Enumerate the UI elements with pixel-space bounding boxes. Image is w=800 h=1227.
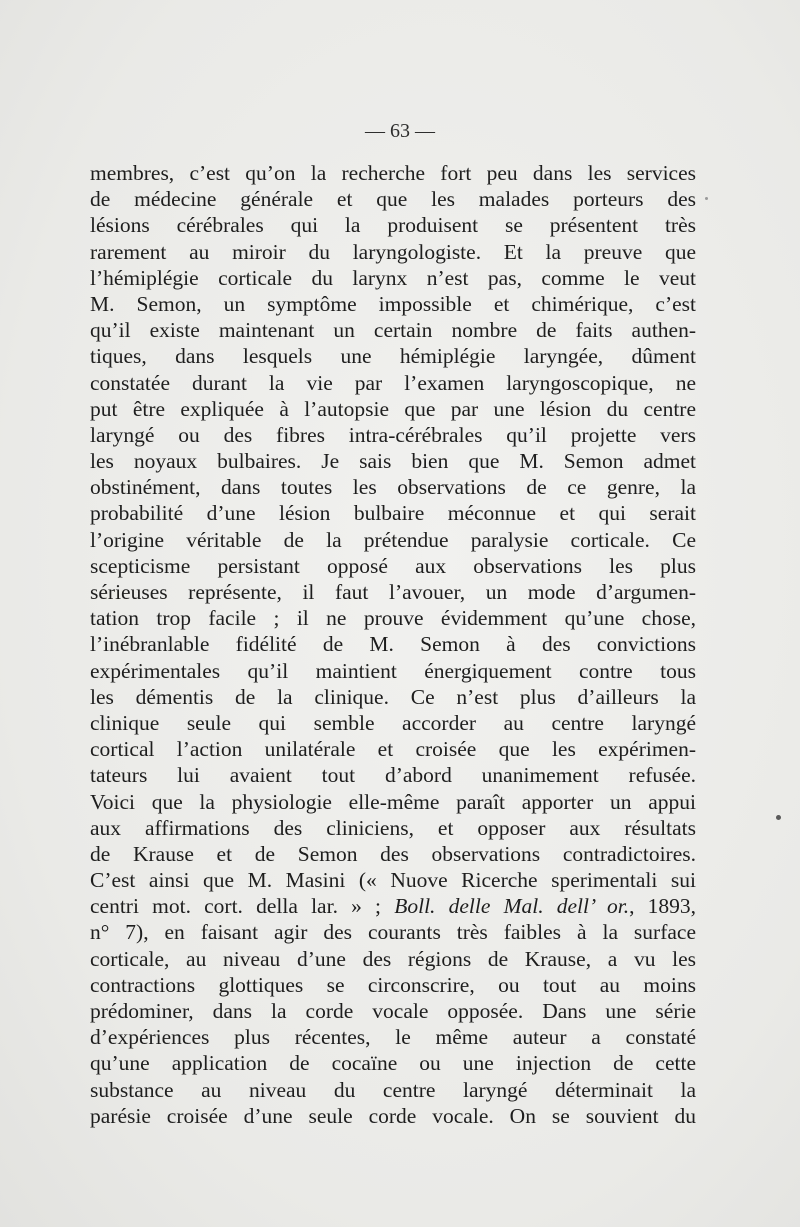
journal-title: Boll. delle Mal. dell’ or.	[394, 894, 630, 919]
text-line: clinique seule qui semble accorder au centre laryngé	[90, 710, 696, 735]
text-line: expérimentales qu’il maintient énergiquement contre tous	[90, 658, 696, 683]
text-line: Voici que la physiologie elle-même paraît apporter un appui	[90, 789, 696, 814]
paper-speck	[776, 815, 781, 820]
paper-speck	[705, 197, 708, 200]
citation-year: , 1893,	[629, 894, 697, 919]
text-line: corticale, au niveau d’une des régions de Krause, a vu les	[90, 946, 696, 971]
text-line-with-citation	[90, 893, 696, 919]
text-line: obstinément, dans toutes les observations de ce genre, la	[90, 475, 696, 500]
text-line: qu’il existe maintenant un certain nombre de faits authen-	[90, 318, 696, 343]
text-line: les noyaux bulbaires. Je sais bien que M. Semon admet	[90, 449, 696, 474]
page-number: — 63 —	[365, 120, 435, 142]
text-line: les démentis de la clinique. Ce n’est plus d’ailleurs la	[90, 684, 696, 709]
text-line: membres, c’est qu’on la recherche fort peu dans les services	[90, 161, 696, 185]
body-text	[90, 160, 696, 1129]
text-line: constatée durant la vie par l’examen laryngoscopique, ne	[90, 370, 696, 395]
text-line: sérieuses représente, il faut l’avouer, un mode d’argumen-	[90, 580, 696, 604]
text-line: l’origine véritable de la prétendue paralysie corticale. Ce	[90, 527, 696, 552]
text-line: lésions cérébrales qui la produisent se présentent très	[90, 213, 696, 238]
text-line: probabilité d’une lésion bulbaire méconnue et qui serait	[90, 501, 696, 526]
text-line: prédominer, dans la corde vocale opposée. Dans une série	[90, 999, 696, 1023]
text-line: laryngé ou des fibres intra-cérébrales qu’il projette vers	[90, 422, 696, 447]
text-line: contractions glottiques se circonscrire, ou tout au moins	[90, 972, 696, 997]
text-line: de Krause et de Semon des observations contradictoires.	[90, 841, 696, 866]
text-line: tation trop facile ; il ne prouve évidemment qu’une chose,	[90, 606, 696, 631]
text-line: tiques, dans lesquels une hémiplégie laryngée, dûment	[90, 344, 696, 369]
text-line: qu’une application de cocaïne ou une injection de cette	[90, 1051, 696, 1076]
text-line: substance au niveau du centre laryngé déterminait la	[90, 1077, 696, 1102]
text-line: d’expériences plus récentes, le même auteur a constaté	[90, 1025, 696, 1050]
text-line: rarement au miroir du laryngologiste. Et la preuve que	[90, 239, 696, 264]
text-line: C’est ainsi que M. Masini (« Nuove Ricerche sperimentali sui	[90, 868, 696, 893]
text-line: tateurs lui avaient tout d’abord unanimement refusée.	[90, 763, 696, 788]
text-line: cortical l’action unilatérale et croisée que les expérimen-	[90, 737, 696, 762]
text-line: put être expliquée à l’autopsie que par une lésion du centre	[90, 396, 696, 421]
text-line: l’inébranlable fidélité de M. Semon à des convictions	[90, 632, 696, 657]
text-line: M. Semon, un symptôme impossible et chimérique, c’est	[90, 291, 696, 316]
citation-prefix: centri mot. cort. della lar. » ;	[90, 894, 395, 919]
text-line: l’hémiplégie corticale du larynx n’est pas, comme le veut	[90, 265, 696, 290]
text-line: de médecine générale et que les malades porteurs des	[90, 187, 696, 212]
text-line: parésie croisée d’une seule corde vocale. On se souvient du	[90, 1103, 696, 1128]
text-line: scepticisme persistant opposé aux observations les plus	[90, 553, 696, 578]
text-line: aux affirmations des cliniciens, et opposer aux résultats	[90, 815, 696, 840]
text-line: n° 7), en faisant agir des courants très faibles à la surface	[90, 920, 696, 945]
